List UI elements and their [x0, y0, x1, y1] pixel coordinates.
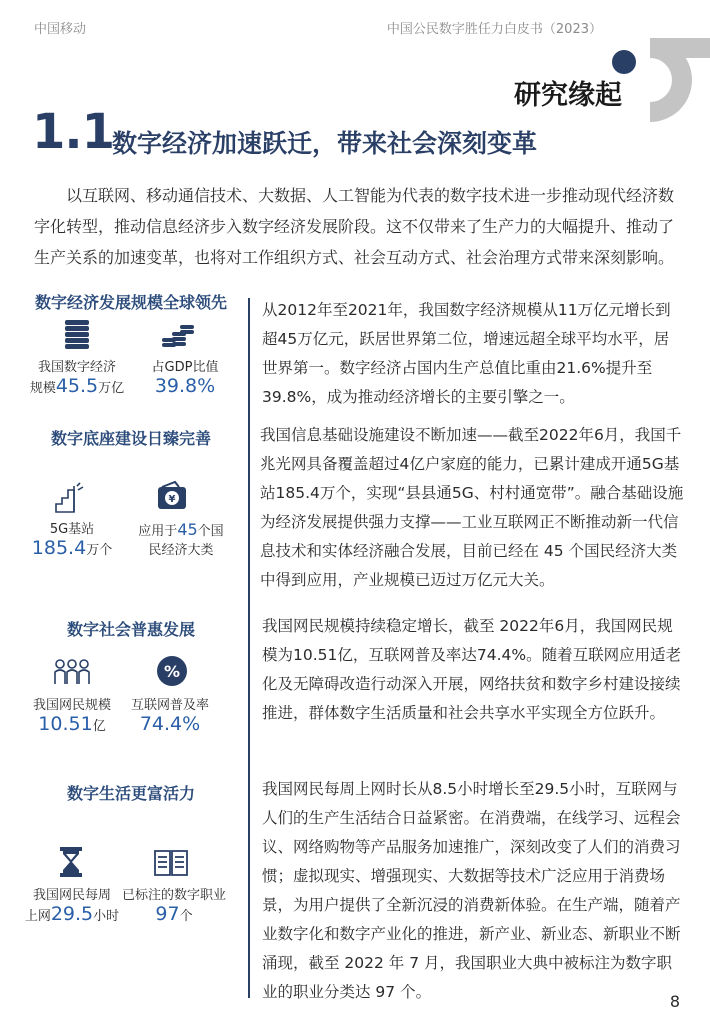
stat-value: 97 [155, 903, 180, 925]
stat-label: 规模 [29, 381, 56, 396]
stat-value: 29.5 [50, 903, 94, 925]
stat-netizens [20, 696, 124, 736]
chapter-title: 数字经济加速跃迁，带来社会深刻变革 [112, 129, 538, 158]
stat-label: 占GDP比值 [151, 360, 219, 375]
people-group-icon [52, 658, 92, 686]
stat-weekly-hours [20, 886, 124, 926]
chapter-number: 1.1 [32, 104, 115, 160]
stat-label: 我国数字经济 [37, 360, 116, 375]
paragraph-infrastructure: 我国信息基础设施建设不断加速——截至2022年6月，我国千兆光网具备覆盖超过4亿户家庭的能力，已累计建成开通5G基站185.4万个，实现“县县通5G、村村通宽带”。融合基础设施为经济发展提供强力支撑——工业互联网正不断推动新一代信息技术和实体经济融合发展，目前已经在 45 个国民经济大类中得到应用，产业规模已迈过万亿元大关。 [260, 426, 684, 589]
stat-digital-occupations [116, 886, 232, 926]
intro-paragraph: 以互联网、移动通信技术、大数据、人工智能为代表的数字技术进一步推动现代经济数字化转型，推动信息经济步入数字经济发展阶段。这不仅带来了生产力的大幅提升、推动了生产关系的加速变革，也将对工作组织方式、社会互动方式、社会治理方式带来深刻影响。 [34, 186, 675, 267]
open-book-icon [153, 848, 189, 878]
stat-unit: 万个 [86, 543, 113, 558]
stat-gdp-share [125, 358, 245, 396]
stat-unit: 个 [179, 909, 193, 924]
stat-unit: 小时 [93, 909, 120, 924]
stat-label: 应用于 [138, 524, 178, 539]
stat-value: 185.4 [31, 537, 87, 559]
stat-label: 上网 [24, 909, 51, 924]
stat-unit: 亿 [92, 719, 106, 734]
stat-label: 民经济大类 [148, 543, 214, 558]
stat-value: 10.51 [38, 713, 93, 735]
yuan-wallet-icon [155, 480, 189, 512]
stat-economy-scale [22, 358, 132, 398]
stat-label: 个国 [197, 524, 224, 539]
paragraph-digital-life: 我国网民每周上网时长从8.5小时增长至29.5小时，互联网与人们的生产生活结合日益紧密。在消费端，在线学习、远程会议、网络购物等产品服务加速推广，深刻改变了人们的消费习惯；虚拟现实、增强现实、大数据等技术广泛应用于消费场景，为用户提供了全新沉浸的消费新体验。在生产端，随着产业数字化和数字产业化的推进，新产业、新业态、新职业不断涌现，截至 2022 年 7 月，我国职业大典中被标注为数字职业的职业分类达 97 个。 [262, 780, 681, 1001]
paragraph-digital-society: 我国网民规模持续稳定增长，截至 2022年6月，我国网民规模为10.51亿，互联网普及率达74.4%。随着互联网应用适老化及无障碍改造行动深入开展，网络扶贫和数字乡村建设接续推进，群体数字生活质量和社会共享水平实现全方位跃升。 [262, 617, 682, 722]
percent-badge-icon [156, 655, 188, 687]
section-label: 研究缘起 [514, 80, 622, 111]
coins-pile-icon [160, 322, 196, 350]
stat-5g-stations [22, 520, 122, 560]
header-brand: 中国移动 [34, 22, 87, 37]
header-doc-title: 中国公民数字胜任力白皮书（2023） [386, 22, 602, 37]
stat-penetration [118, 696, 222, 734]
5g-tower-icon [52, 480, 86, 514]
hourglass-icon [58, 846, 84, 878]
block-title-economy-scale: 数字经济发展规模全球领先 [34, 293, 227, 312]
paragraph-economy-scale: 从2012年至2021年，我国数字经济规模从11万亿元增长到超45万亿元，跃居世界第二位，增速远超全球平均水平，居世界第一。数字经济占国内生产总值比重由21.6%提升至39.8%，成为推动经济增长的主要引擎之一。 [262, 301, 671, 406]
stat-economic-sectors [120, 520, 242, 560]
stat-label: 5G基站 [49, 522, 95, 537]
svg-text:¥: ¥ [168, 494, 176, 505]
stat-value: 45 [177, 520, 198, 539]
stat-label: 我国网民规模 [32, 698, 111, 713]
block-title-digital-life: 数字生活更富活力 [66, 784, 195, 803]
stat-value: 39.8% [154, 375, 216, 397]
stat-label: 互联网普及率 [130, 698, 209, 713]
block-title-infrastructure: 数字底座建设日臻完善 [50, 429, 211, 448]
coins-stack-icon [62, 318, 92, 350]
block-title-digital-society: 数字社会普惠发展 [66, 620, 195, 639]
stat-value: 45.5 [55, 375, 99, 397]
svg-text:%: % [163, 662, 181, 681]
column-divider [248, 298, 250, 998]
stat-unit: 万亿 [98, 381, 125, 396]
stat-label: 已标注的数字职业 [121, 888, 226, 903]
stat-label: 我国网民每周 [32, 888, 111, 903]
stat-value: 74.4% [139, 713, 201, 735]
page-number: 8 [669, 992, 680, 1011]
